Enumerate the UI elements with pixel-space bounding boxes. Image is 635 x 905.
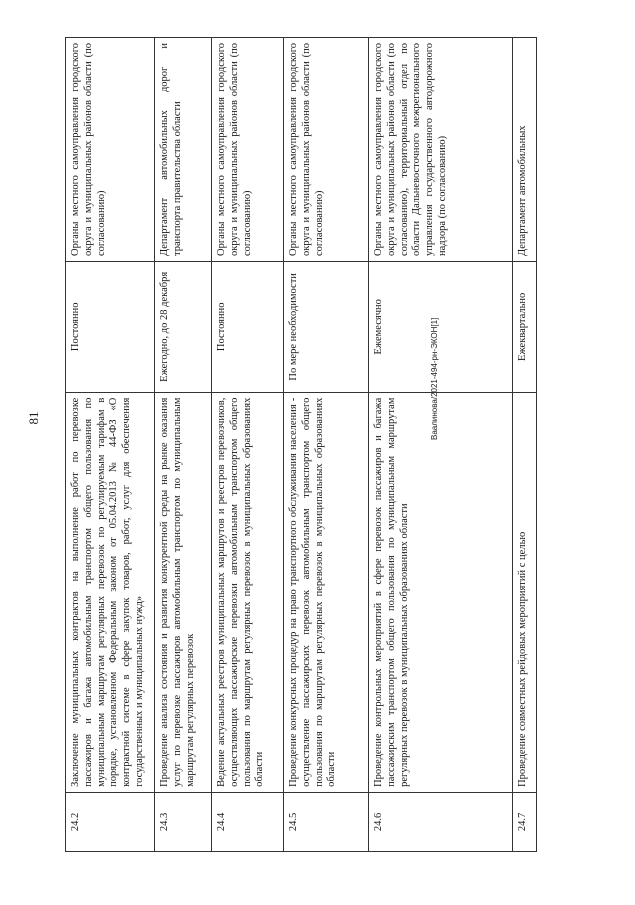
table-row — [155, 38, 212, 852]
document-footer: Ваалинова/2021-494-рн-ЭКОН[1] — [430, 317, 439, 440]
table-row — [212, 38, 284, 852]
row-number: 24.7 — [513, 792, 537, 851]
term-cell: Ежемесячно — [369, 262, 513, 393]
responsible-cell: Органы местного самоуправления городского округа и муниципальных районов области (по согласованию) — [66, 38, 155, 262]
row-number: 24.6 — [369, 792, 513, 851]
term-cell: По мере необходимости — [284, 262, 369, 393]
action-cell: Ведение актуальных реестров муниципальных маршрутов и реестров перевозчиков, осуществляющих пассажирские перевозки автомобильным транспортом общего пользования по маршрутам регулярных перевозок в муниципальных образованиях области — [212, 392, 284, 792]
action-cell: Заключение муниципальных контрактов на выполнение работ по перевозке пассажиров и багажа автомобильным транспортом общего пользования по муниципальным маршрутам регулярных перевозок по регулируемым тарифам в порядке, установленном Федеральным законом от 05.04.2013 № 44-ФЗ «О контрактной системе в сфере закупок товаров, работ, услуг для обеспечения государственных и муниципальных нужд» — [66, 392, 155, 792]
term-cell: Постоянно — [212, 262, 284, 393]
action-cell: Проведение контрольных мероприятий в сфере перевозок пассажиров и багажа пассажирским транспортом общего пользования по муниципальным маршрутам регулярных перевозок в муниципальных образованиях области — [369, 392, 513, 792]
row-number: 24.2 — [66, 792, 155, 851]
responsible-cell: Органы местного самоуправления городского округа и муниципальных районов области (по согласованию), территориальный отдел по области Дальневосточного межрегионального управления государственного автодорожного надзора (по согласованию) — [369, 38, 513, 262]
action-cell: Проведение анализа состояния и развития конкурентной среды на рынке оказания услуг по перевозке пассажиров автомобильным транспортом по муниципальным маршрутам регулярных перевозок — [155, 392, 212, 792]
table-row — [513, 38, 537, 852]
responsible-cell: Органы местного самоуправления городского округа и муниципальных районов области (по согласованию) — [212, 38, 284, 262]
table-row — [66, 38, 155, 852]
measures-table — [65, 37, 537, 852]
responsible-cell: Департамент автомобильных дорог и транспорта правительства области — [155, 38, 212, 262]
responsible-cell: Департамент автомобильных — [513, 38, 537, 262]
term-cell: Ежегодно, до 28 декабря — [155, 262, 212, 393]
table-row — [369, 38, 513, 852]
term-cell: Постоянно — [66, 262, 155, 393]
action-cell: Проведение конкурсных процедур на право транспортного обслуживания населения - осуществление пассажирских перевозок автомобильным транспортом общего пользования по маршрутам регулярных перевозок в муниципальных образованиях области — [284, 392, 369, 792]
page-number: 81 — [26, 411, 41, 425]
action-cell: Проведение совместных рейдовых мероприятий с целью — [513, 392, 537, 792]
rotated-table-wrapper — [65, 37, 583, 852]
table-row — [284, 38, 369, 852]
responsible-cell: Органы местного самоуправления городского округа и муниципальных районов области (по согласованию) — [284, 38, 369, 262]
row-number: 24.4 — [212, 792, 284, 851]
row-number: 24.5 — [284, 792, 369, 851]
row-number: 24.3 — [155, 792, 212, 851]
term-cell: Ежеквартально — [513, 262, 537, 393]
